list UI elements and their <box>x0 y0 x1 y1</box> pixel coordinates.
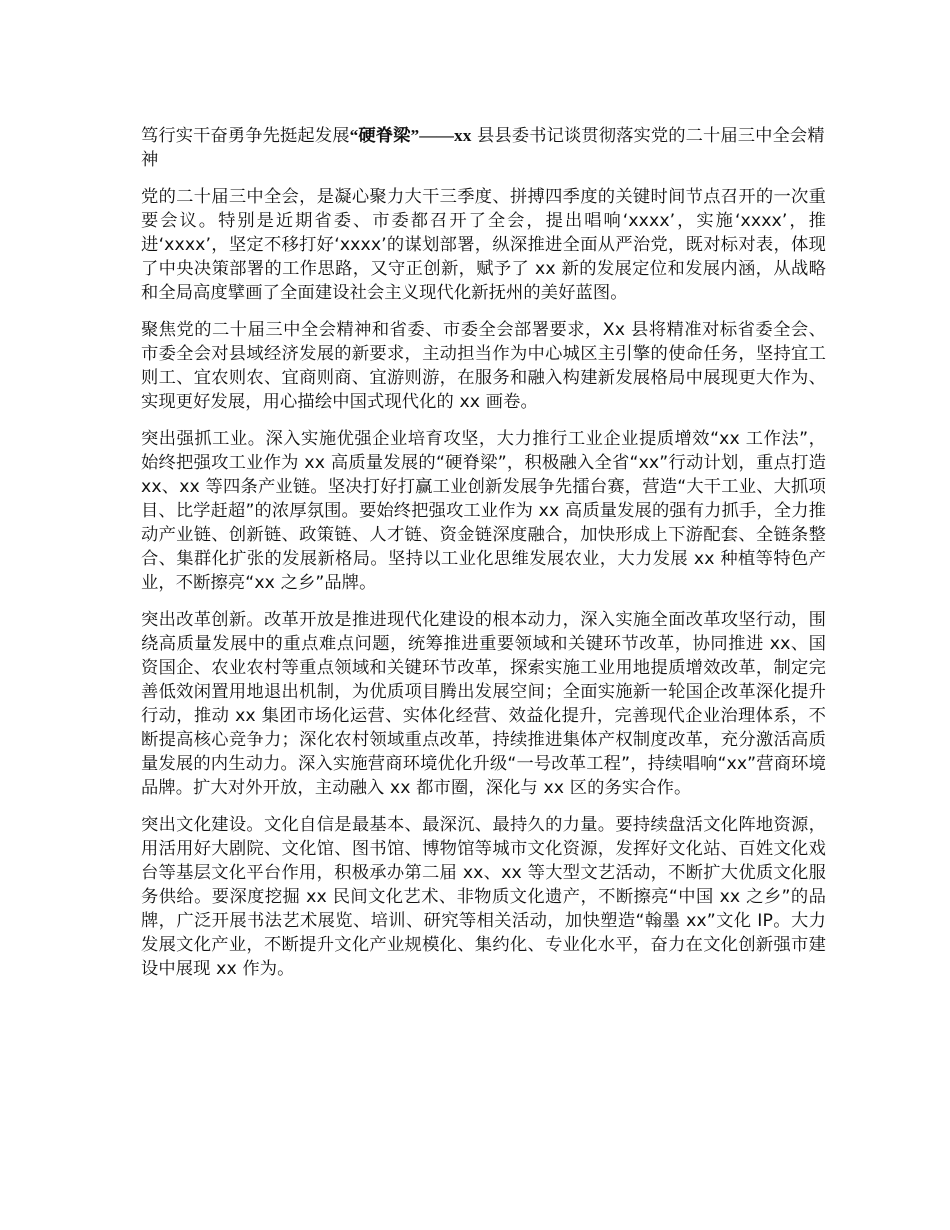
document-title <box>141 124 826 172</box>
paragraph-reform: 突出改革创新。改革开放是推进现代化建设的根本动力，深入实施全面改革攻坚行动，围绕高质量发展中的重点难点问题，统筹推进重要领域和关键环节改革，协同推进 xx、国资国企、农业农村等重点领域和关键环节改革，探索实施工业用地提质增效改革，制定完善低效闲置用地退出机制，为优质项目腾出发展空间；全面实施新一轮国企改革深化提升行动，推动 xx 集团市场化运营、实体化经营、效益化提升，完善现代企业治理体系，不断提高核心竞争力；深化农村领域重点改革，持续推进集体产权制度改革，充分激活高质量发展的内生动力。深入实施营商环境优化升级“一号改革工程”，持续唱响“xx”营商环境品牌。扩大对外开放，主动融入 xx 都市圈，深化与 xx 区的务实合作。 <box>141 610 826 798</box>
title-part-1: 笃行实干奋勇争先挺起发展 <box>141 126 350 146</box>
title-part-2-bold: “硬脊梁”——xx <box>349 126 472 145</box>
document-page <box>141 124 826 994</box>
paragraph-culture: 突出文化建设。文化自信是最基本、最深沉、最持久的力量。要持续盘活文化阵地资源，用活用好大剧院、文化馆、图书馆、博物馆等城市文化资源，发挥好文化站、百姓文化戏台等基层文化平台作用，积极承办第二届 xx、xx 等大型文艺活动，不断扩大优质文化服务供给。要深度挖掘 xx 民间文化艺术、非物质文化遗产，不断擦亮“中国 xx 之乡”的品牌，广泛开展书法艺术展览、培训、研究等相关活动，加快塑造“翰墨 xx”文化 IP。大力发展文化产业，不断提升文化产业规模化、集约化、专业化水平，奋力在文化创新强市建设中展现 xx 作为。 <box>141 815 826 979</box>
paragraph-industry: 突出强抓工业。深入实施优强企业培育攻坚，大力推行工业企业提质增效“xx 工作法”，始终把强攻工业作为 xx 高质量发展的“硬脊梁”，积极融入全省“xx”行动计划，重点打造 xx、xx 等四条产业链。坚决打好打赢工业创新发展争先擂台赛，营造“大干工业、大抓项目、比学赶超”的浓厚氛围。要始终把强攻工业作为 xx 高质量发展的强有力抓手，全力推动产业链、创新链、政策链、人才链、资金链深度融合，加快形成上下游配套、全链条整合、集群化扩张的发展新格局。坚持以工业化思维发展农业，大力发展 xx 种植等特色产业，不断擦亮“xx 之乡”品牌。 <box>141 429 826 593</box>
title-part-3: 县县委书记谈贯彻落实党的二十届三中全会精神 <box>141 126 825 170</box>
paragraph-focus: 聚焦党的二十届三中全会精神和省委、市委全会部署要求，Xx 县将精准对标省委全会、市委全会对县域经济发展的新要求，主动担当作为中心城区主引擎的使命任务，坚持宜工则工、宜农则农、宜商则商、宜游则游，在服务和融入构建新发展格局中展现更大作为、实现更好发展，用心描绘中国式现代化的 xx 画卷。 <box>141 320 826 412</box>
paragraph-intro: 党的二十届三中全会，是凝心聚力大干三季度、拼搏四季度的关键时间节点召开的一次重要会议。特别是近期省委、市委都召开了全会，提出唱响‘xxxx’，实施‘xxxx’，推进‘xxxx’，坚定不移打好‘xxxx’的谋划部署，纵深推进全面从严治党，既对标对表，体现了中央决策部署的工作思路，又守正创新，赋予了 xx 新的发展定位和发展内涵，从战略和全局高度擘画了全面建设社会主义现代化新抚州的美好蓝图。 <box>141 187 826 303</box>
